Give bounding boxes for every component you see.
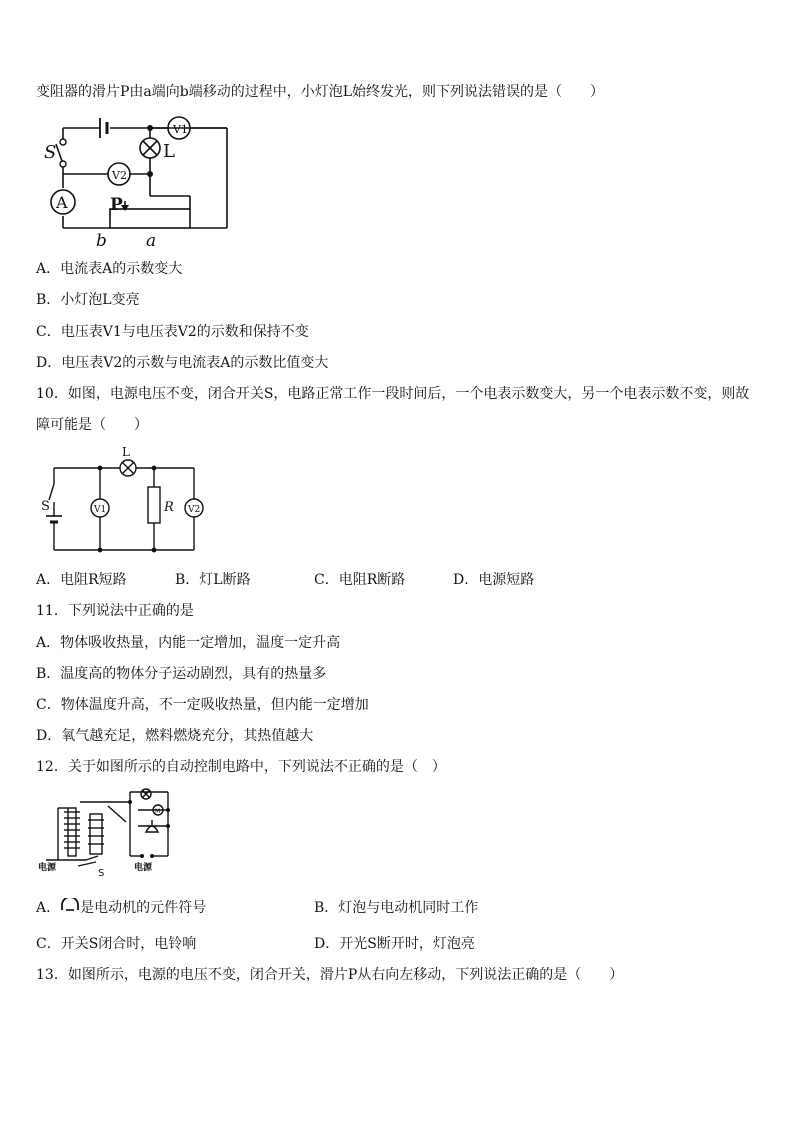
q11-option-a: A．物体吸收热量，内能一定增加，温度一定升高	[36, 635, 341, 651]
q10-option-c: C．电阻R断路	[314, 572, 406, 588]
q10-label-switch: S	[41, 499, 50, 514]
q12-label-power-right: 电源	[134, 863, 153, 873]
q10-stem-line1: 10．如图，电源电压不变，闭合开关S，电路正常工作一段时间后，一个电表示数变大，另一个电表示数不变，则故	[36, 386, 750, 402]
q10-circuit-diagram	[38, 444, 218, 556]
q9-label-ammeter: A	[56, 193, 68, 212]
q9-label-v1: V1	[173, 123, 188, 136]
q12-option-a	[36, 898, 206, 918]
q10-option-a: A．电阻R短路	[36, 572, 127, 588]
q10-label-v1: V1	[94, 505, 107, 515]
q9-option-c: C．电压表V1与电压表V2的示数和保持不变	[36, 324, 309, 340]
q9-option-d: D．电压表V2的示数与电流表A的示数比值变大	[36, 355, 329, 371]
q10-stem-line2: 障可能是（ ）	[36, 417, 148, 433]
q12-option-a-prefix: A．	[36, 900, 61, 916]
q12-label-power-left: 电源	[38, 863, 57, 873]
q9-label-slider: P	[110, 195, 123, 215]
q12-option-a-text: 是电动机的元件符号	[80, 900, 207, 916]
q11-stem: 11．下列说法中正确的是	[36, 603, 194, 619]
motor-symbol-icon	[60, 898, 80, 914]
q12-label-switch: S	[98, 868, 105, 878]
q9-label-a: a	[146, 231, 157, 251]
q10-label-v2: V2	[188, 505, 201, 515]
q10-option-d: D．电源短路	[453, 572, 535, 588]
svg-text:M: M	[155, 808, 161, 815]
q12-control-circuit-diagram	[38, 786, 178, 878]
q9-option-b: B．小灯泡L变亮	[36, 292, 140, 308]
q10-label-lamp: L	[122, 445, 130, 459]
q12-option-c: C．开关S闭合时，电铃响	[36, 936, 197, 952]
q13-stem: 13．如图所示，电源的电压不变，闭合开关，滑片P从右向左移动，下列说法正确的是（ ）	[36, 967, 624, 983]
q9-label-v2: V2	[112, 169, 127, 182]
q10-label-r: R	[164, 500, 174, 515]
q12-stem: 12．关于如图所示的自动控制电路中，下列说法不正确的是（ ）	[36, 759, 446, 775]
q9-label-lamp: L	[163, 141, 175, 162]
q11-option-d: D．氧气越充足，燃料燃烧充分，其热值越大	[36, 728, 314, 744]
q11-option-b: B．温度高的物体分子运动剧烈，具有的热量多	[36, 666, 327, 682]
q9-label-b: b	[96, 231, 107, 251]
q9-label-switch: S	[44, 142, 57, 163]
q10-option-b: B．灯L断路	[175, 572, 251, 588]
q12-option-b: B．灯泡与电动机同时工作	[314, 900, 479, 916]
q11-option-c: C．物体温度升高，不一定吸收热量，但内能一定增加	[36, 697, 369, 713]
q9-option-a: A．电流表A的示数变大	[36, 261, 183, 277]
q9-stem: 变阻器的滑片P由a端向b端移动的过程中，小灯泡L始终发光，则下列说法错误的是（ ）	[36, 84, 605, 100]
q12-option-d: D．开光S断开时，灯泡亮	[314, 936, 475, 952]
q9-circuit-diagram	[40, 112, 240, 252]
